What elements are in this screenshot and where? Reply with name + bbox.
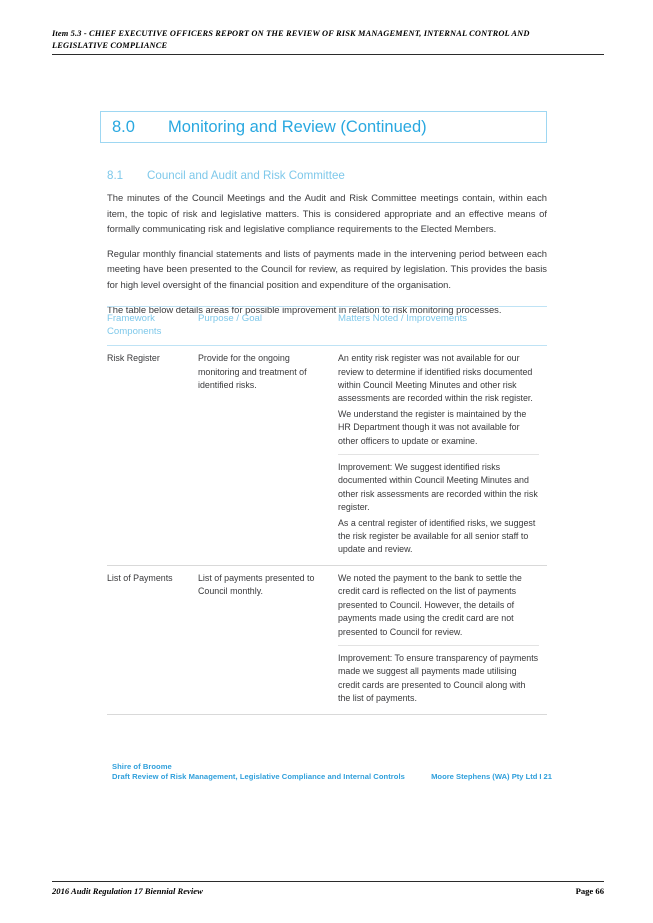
page-number: Page 66	[575, 886, 604, 896]
section-title-box	[100, 111, 547, 143]
page-footer-row	[52, 886, 604, 896]
subsection-heading	[107, 169, 554, 182]
subsection-number: 8.1	[107, 169, 124, 182]
table-header	[107, 307, 547, 346]
risk-monitoring-table	[107, 306, 547, 715]
column-header-purpose-goal: Purpose / Goal	[198, 307, 338, 346]
running-header-line-2: LEGISLATIVE COMPLIANCE	[52, 40, 168, 50]
report-footer-left	[112, 762, 405, 783]
column-header-framework-components: Framework Components	[107, 307, 198, 346]
page-footer	[52, 881, 604, 896]
subsection-title: Council and Audit and Risk Committee	[147, 169, 345, 182]
report-name: Draft Review of Risk Management, Legislative Compliance and Internal Controls	[112, 772, 405, 782]
section-number: 8.0	[112, 117, 135, 136]
improvement-paragraph: Improvement: To ensure transparency of payments made we suggest all payments made utilising credit cards are presented to Council along with the list of payments.	[338, 652, 539, 704]
client-name: Shire of Broome	[112, 762, 172, 771]
table-body	[107, 346, 547, 714]
column-header-matters-noted: Matters Noted / Improvements	[338, 307, 547, 346]
improvement-paragraph: Improvement: We suggest identified risks documented within Council Meeting Minutes and other risk assessments are recorded within the risk register.	[338, 462, 538, 513]
body-paragraph: The minutes of the Council Meetings and the Audit and Risk Committee meetings contain, within each item, the topic of risk and legislative matters. This is considered appropriate and an effective means of formally communicating risk and legislative compliance requirements to the Elected Members.	[107, 192, 547, 235]
matters-paragraph: We understand the register is maintained by the HR Department though it was not available for other officers to update or examine.	[338, 408, 527, 446]
table-header-row	[107, 307, 547, 346]
page-footer-title: 2016 Audit Regulation 17 Biennial Review	[52, 886, 203, 896]
body-paragraph: Regular monthly financial statements and lists of payments made in the intervening period between each meeting have been presented to the Council for review, as required by legislation. This provides the basis for high level oversight of the financial position and expenditure of the organisation.	[107, 247, 547, 290]
matters-paragraph: We noted the payment to the bank to settle the credit card is reflected on the list of payments presented to Council. However, the details of payments made using the credit card are not presented to Council for review.	[338, 572, 522, 637]
cell-component: List of Payments	[107, 565, 198, 714]
cell-purpose: Provide for the ongoing monitoring and treatment of identified risks.	[198, 346, 338, 566]
document-running-header	[52, 28, 604, 55]
cell-divider	[338, 454, 539, 455]
cell-matters	[338, 565, 547, 714]
running-header-line-1: Item 5.3 - CHIEF EXECUTIVE OFFICERS REPORT ON THE REVIEW OF RISK MANAGEMENT, INTERNAL CONTROL AND	[52, 29, 530, 38]
report-footer-right	[431, 762, 552, 782]
page-title: Monitoring and Review (Continued)	[168, 117, 427, 136]
table-row	[107, 346, 547, 566]
table-row	[107, 565, 547, 714]
footer-separator: I	[539, 772, 542, 781]
cell-matters	[338, 346, 547, 566]
firm-name: Moore Stephens (WA) Pty Ltd	[431, 772, 538, 781]
cell-divider	[338, 645, 539, 646]
report-page-number: 21	[543, 772, 552, 781]
report-footer	[112, 762, 552, 783]
page-footer-rule	[52, 881, 604, 882]
improvement-paragraph: As a central register of identified risks, we suggest the risk register be available for all senior staff to update and review.	[338, 517, 536, 555]
running-header-rule	[52, 54, 604, 55]
body-text-block	[107, 190, 547, 317]
matters-paragraph: An entity risk register was not available for our review to determine if identified risks documented within Council Meeting Minutes and other risk assessments are recorded within the risk register.	[338, 353, 533, 404]
body-paragraph: The table below details areas for possible improvement in relation to risk monitoring processes.	[107, 303, 502, 315]
cell-component: Risk Register	[107, 346, 198, 566]
cell-purpose: List of payments presented to Council monthly.	[198, 565, 338, 714]
